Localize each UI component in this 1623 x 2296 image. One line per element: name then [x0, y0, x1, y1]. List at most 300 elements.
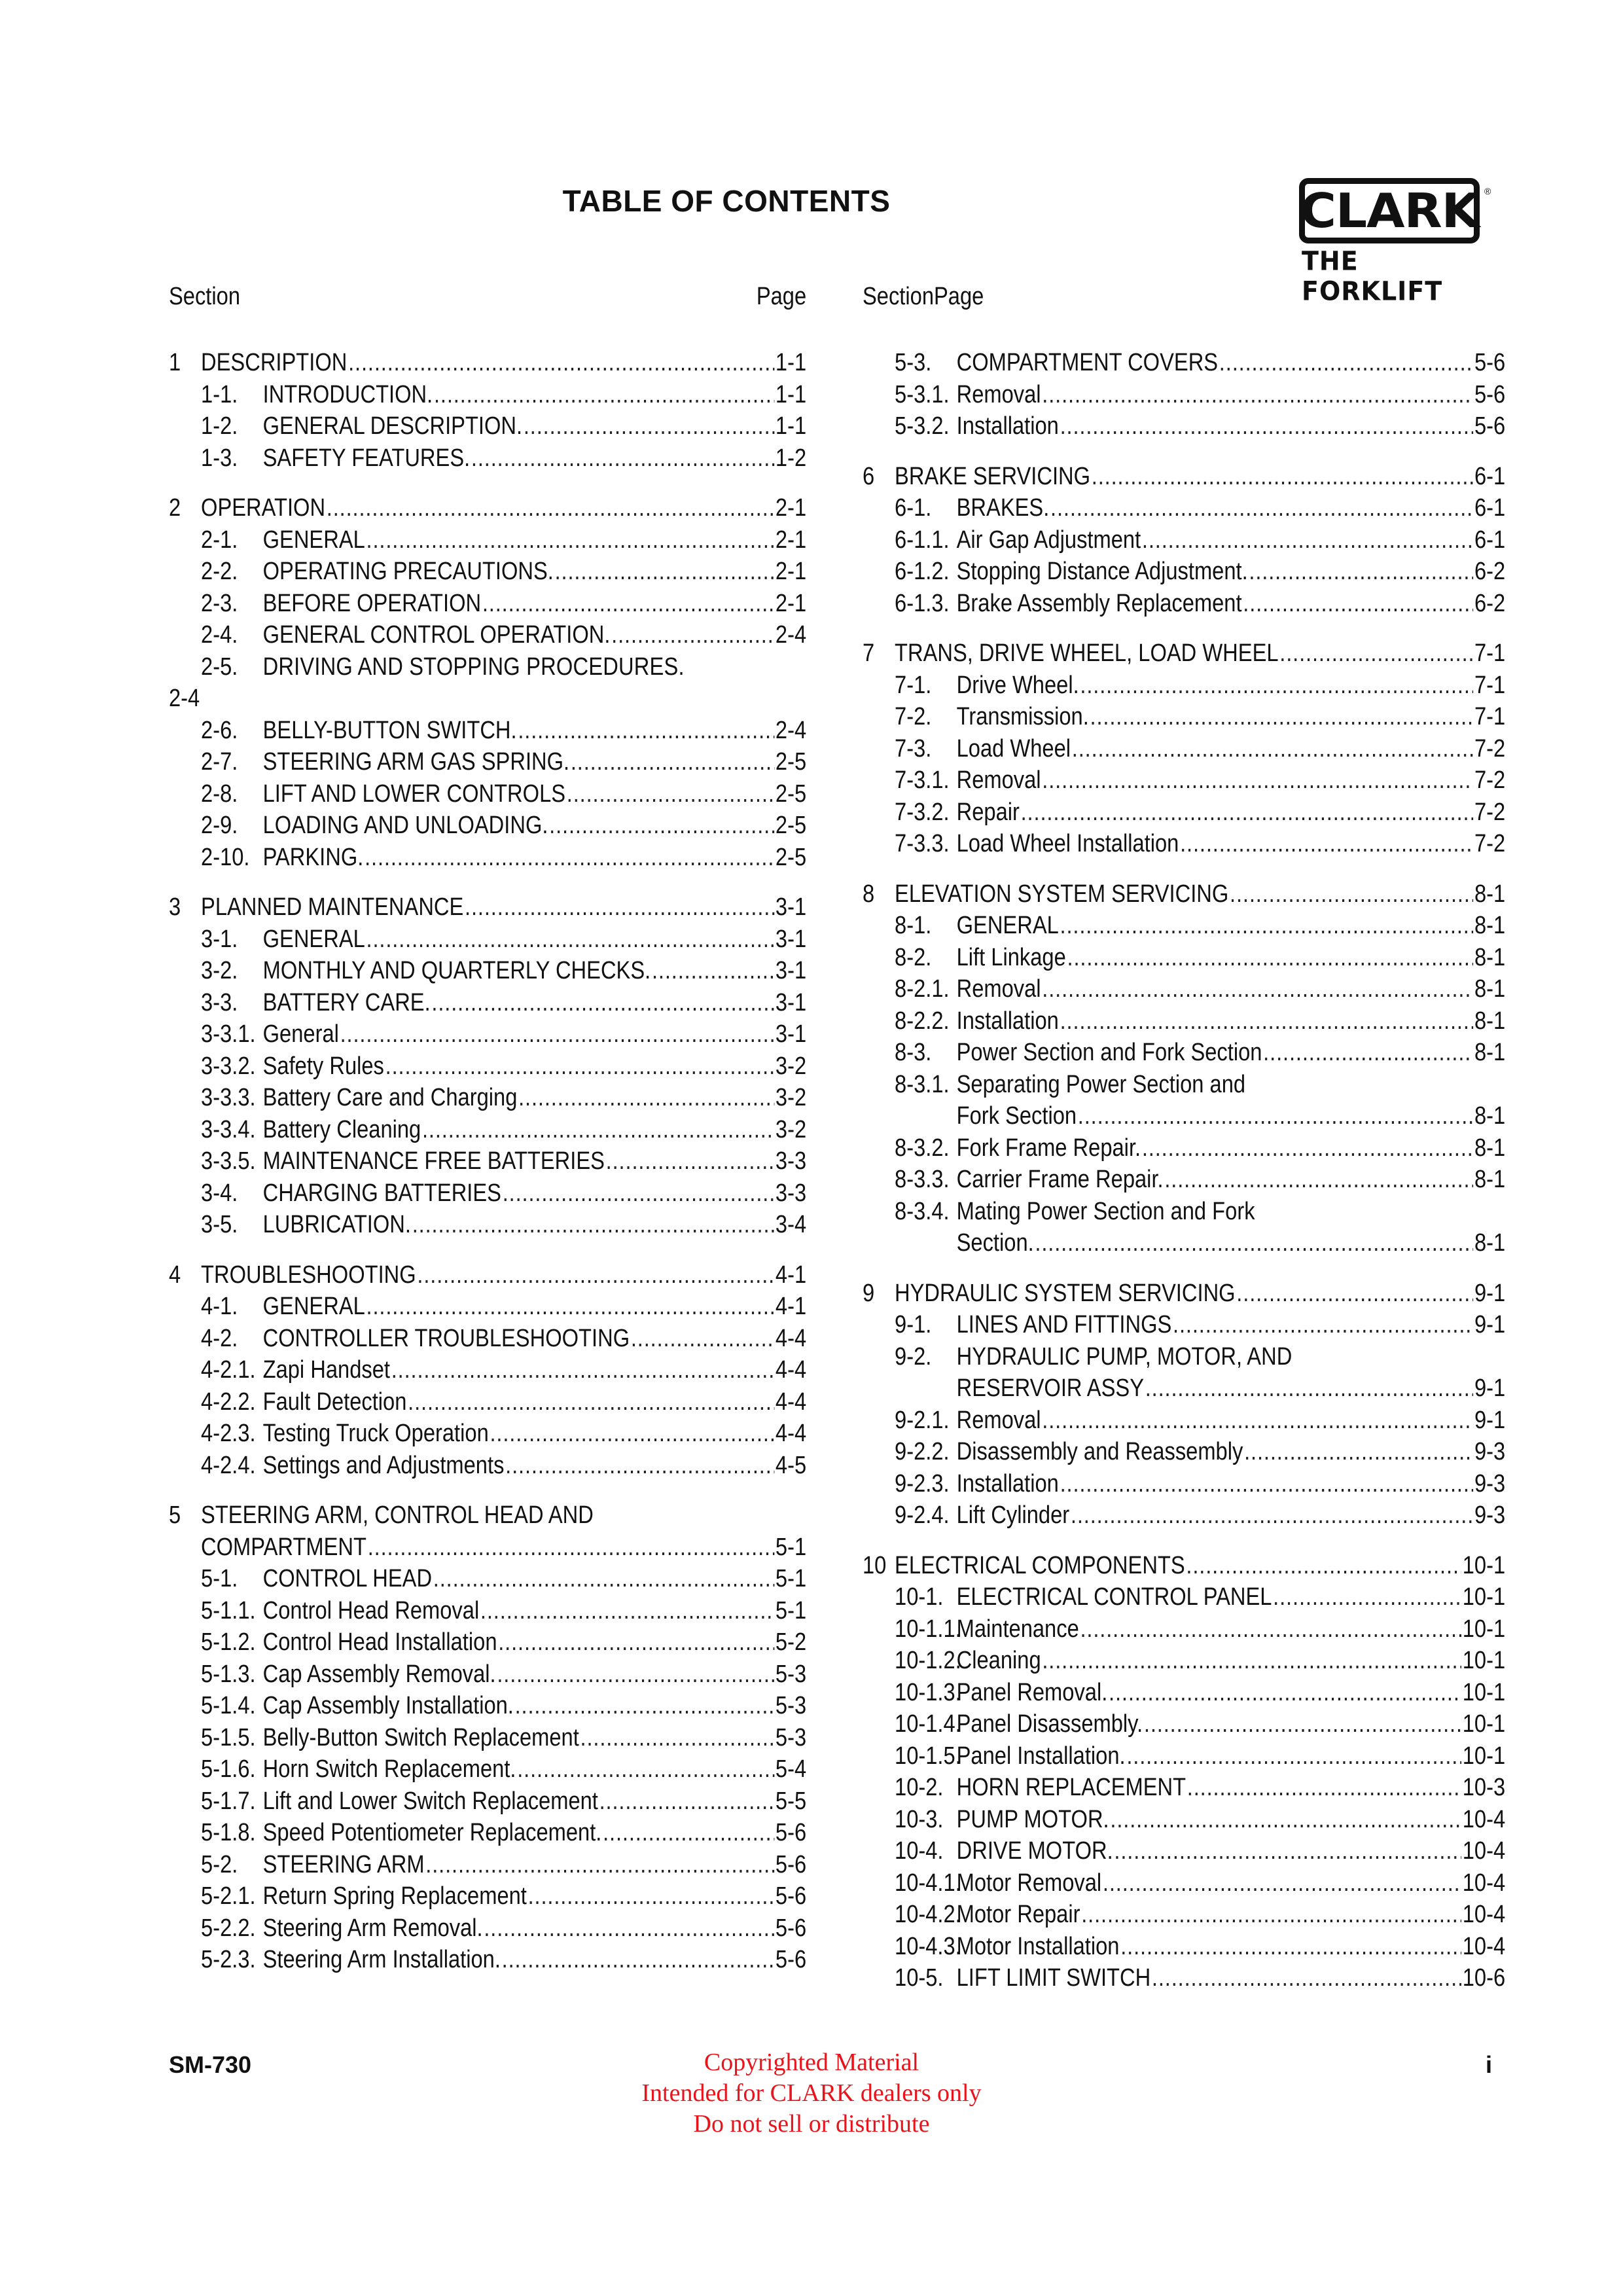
- toc-entry[interactable]: [863, 588, 1505, 620]
- toc-entry[interactable]: [169, 347, 806, 379]
- entry-number: 8-3.: [895, 1039, 932, 1066]
- dot-leader: [1263, 1037, 1473, 1069]
- entry-page: 5-6: [775, 1819, 807, 1846]
- entry-number: 8-2.: [895, 943, 932, 971]
- toc-entry[interactable]: [169, 955, 806, 987]
- entry-number: 9-2.3.: [895, 1469, 950, 1498]
- entry-page: 7-1: [1474, 671, 1506, 699]
- toc-entry[interactable]: [169, 1114, 806, 1146]
- dot-leader: [1042, 764, 1473, 797]
- entry-number: 1: [169, 349, 181, 376]
- entry-page: 3-1: [775, 988, 807, 1016]
- dot-leader: [1173, 1309, 1473, 1341]
- toc-entry[interactable]: [863, 942, 1505, 974]
- toc-list: [169, 347, 806, 1976]
- entry-number: 1-1.: [201, 380, 238, 408]
- entry-number: 9-2.: [895, 1342, 932, 1371]
- entry-page: 1-2: [775, 444, 807, 472]
- toc-entry[interactable]: [169, 1050, 806, 1083]
- entry-number: 4: [169, 1261, 181, 1289]
- entry-number: 1-2.: [201, 412, 238, 440]
- entry-title: BRAKE SERVICING: [895, 462, 1091, 490]
- toc-entry[interactable]: [863, 524, 1505, 556]
- toc-entry[interactable]: [169, 379, 806, 411]
- entry-page: 5-6: [1474, 349, 1506, 376]
- toc-section-group: [863, 347, 1505, 442]
- entry-title: HYDRAULIC PUMP, MOTOR, AND: [956, 1342, 1293, 1371]
- entry-number: 4-2.2.: [201, 1388, 256, 1416]
- toc-entry[interactable]: [863, 1772, 1505, 1804]
- entry-number: 10-3.: [895, 1805, 944, 1833]
- entry-page: 3-1: [775, 893, 807, 921]
- entry-page: 10-1: [1462, 1615, 1506, 1643]
- toc-entry[interactable]: [169, 1626, 806, 1659]
- toc-entry[interactable]: [863, 1708, 1505, 1740]
- entry-page: 5-6: [775, 1946, 807, 1973]
- toc-entry[interactable]: [863, 878, 1505, 910]
- entry-number: 8-3.1.: [895, 1070, 950, 1098]
- entry-page: 2-5: [775, 748, 807, 776]
- dot-leader: [603, 1817, 774, 1849]
- entry-number: 5-2.3.: [201, 1946, 256, 1973]
- entry-title: Lift and Lower Switch Replacement: [262, 1787, 598, 1815]
- entry-title: Fork Frame Repair.: [956, 1134, 1141, 1162]
- dot-leader: [425, 1849, 774, 1881]
- toc-entry[interactable]: [169, 1595, 806, 1627]
- toc-entry[interactable]: [863, 1278, 1505, 1310]
- entry-page: 3-2: [775, 1115, 807, 1143]
- entry-title: Removal: [956, 766, 1041, 794]
- toc-entry-continuation[interactable]: [863, 1100, 1505, 1132]
- entry-title: Belly-Button Switch Replacement: [262, 1723, 579, 1751]
- toc-entry[interactable]: [863, 492, 1505, 524]
- dot-leader: [518, 1082, 774, 1114]
- entry-number: 2-5.: [201, 653, 238, 681]
- entry-page: 10-3: [1462, 1774, 1506, 1801]
- document-id: SM-730: [169, 2051, 252, 2078]
- entry-number: 6-1.3.: [895, 589, 950, 617]
- entry-title-continued: Section.: [956, 1229, 1034, 1257]
- entry-number: 10-1.4.: [895, 1710, 961, 1738]
- entry-number: 3: [169, 893, 181, 921]
- entry-title: STEERING ARM: [262, 1850, 425, 1878]
- toc-section-group: [863, 1550, 1505, 1994]
- entry-number: 8-2.2.: [895, 1007, 950, 1035]
- entry-page: 7-2: [1474, 766, 1506, 794]
- entry-page: 4-1: [775, 1293, 807, 1320]
- entry-page: 10-4: [1462, 1932, 1506, 1960]
- toc-entry[interactable]: [863, 1931, 1505, 1963]
- dot-leader: [1109, 1677, 1461, 1709]
- entry-number: 3-3.1.: [201, 1020, 256, 1048]
- entry-page: 10-1: [1462, 1551, 1506, 1579]
- entry-page: 5-1: [775, 1596, 807, 1624]
- entry-page: 5-3: [775, 1723, 807, 1751]
- toc-entry[interactable]: [863, 701, 1505, 733]
- entry-title: BELLY-BUTTON SWITCH.: [262, 716, 517, 744]
- toc-entry[interactable]: [169, 651, 806, 683]
- dot-leader: [517, 1753, 774, 1785]
- toc-entry[interactable]: [863, 1740, 1505, 1772]
- entry-title: Separating Power Section and: [956, 1070, 1246, 1098]
- toc-entry[interactable]: [863, 1835, 1505, 1867]
- entry-number: 5-3.2.: [895, 412, 950, 440]
- toc-entry[interactable]: [863, 1132, 1505, 1164]
- toc-entry[interactable]: [863, 461, 1505, 493]
- entry-page: 3-4: [775, 1211, 807, 1238]
- toc-right-column: [863, 283, 1505, 2013]
- dot-leader: [484, 1912, 774, 1945]
- dot-leader: [1090, 701, 1474, 733]
- toc-entry[interactable]: [169, 715, 806, 747]
- toc-entry[interactable]: [169, 987, 806, 1019]
- toc-entry[interactable]: [863, 1645, 1505, 1677]
- dot-leader: [502, 1944, 775, 1976]
- entry-title: BEFORE OPERATION: [262, 589, 482, 617]
- toc-entry[interactable]: [169, 1849, 806, 1881]
- entry-page: 8-1: [1474, 912, 1506, 939]
- entry-number: 3-5.: [201, 1211, 238, 1238]
- toc-entry[interactable]: [863, 1309, 1505, 1341]
- entry-page: 4-4: [775, 1356, 807, 1384]
- entry-number: 3-3.3.: [201, 1084, 256, 1111]
- entry-title: Panel Installation.: [956, 1742, 1126, 1770]
- entry-number: 2: [169, 494, 181, 522]
- entry-title: GENERAL: [262, 925, 365, 953]
- entry-number: 4-2.1.: [201, 1356, 256, 1384]
- toc-entry[interactable]: [863, 347, 1505, 379]
- dot-leader: [480, 1595, 774, 1627]
- entry-title: Control Head Installation: [262, 1628, 497, 1656]
- entry-page: 6-1: [1474, 526, 1506, 554]
- toc-entry[interactable]: [169, 1659, 806, 1691]
- entry-page: 4-1: [775, 1261, 807, 1289]
- entry-page: 2-4: [775, 716, 807, 744]
- entry-title: GENERAL: [262, 1293, 365, 1320]
- entry-number: 10: [863, 1551, 887, 1579]
- entry-title: LOADING AND UNLOADING.: [262, 812, 548, 839]
- dot-leader: [1072, 733, 1473, 765]
- entry-number: 5-1.: [201, 1565, 238, 1592]
- entry-number: 2-1.: [201, 526, 238, 554]
- dot-leader: [580, 1722, 775, 1754]
- toc-entry[interactable]: [169, 778, 806, 810]
- toc-entry[interactable]: [863, 637, 1505, 670]
- toc-entry[interactable]: [863, 764, 1505, 797]
- toc-entry[interactable]: [169, 1418, 806, 1450]
- entry-number: 9-2.2.: [895, 1438, 950, 1465]
- toc-entry[interactable]: [863, 797, 1505, 829]
- toc-entry[interactable]: [169, 1912, 806, 1945]
- entry-number: 5-3.1.: [895, 380, 950, 408]
- toc-entry[interactable]: [863, 1436, 1505, 1468]
- entry-title: CONTROLLER TROUBLESHOOTING: [262, 1324, 630, 1352]
- entry-number: 10-1.2.: [895, 1647, 961, 1674]
- entry-number: 10-1.: [895, 1583, 944, 1611]
- toc-entry[interactable]: [169, 891, 806, 924]
- entry-number: 6-1.1.: [895, 526, 950, 554]
- toc-entry[interactable]: [169, 1722, 806, 1754]
- toc-entry[interactable]: [863, 1867, 1505, 1899]
- toc-entry[interactable]: [169, 842, 806, 874]
- toc-entry[interactable]: [169, 1499, 806, 1532]
- entry-page: 3-3: [775, 1147, 807, 1175]
- toc-entry[interactable]: [863, 1196, 1505, 1228]
- entry-page: 1-1: [775, 380, 807, 408]
- toc-entry[interactable]: [169, 1753, 806, 1785]
- entry-page: 2-4: [169, 685, 200, 712]
- entry-number: 4-2.4.: [201, 1451, 256, 1479]
- entry-title: Fault Detection: [262, 1388, 407, 1416]
- entry-title: Maintenance: [956, 1615, 1079, 1643]
- entry-title: LIFT LIMIT SWITCH: [956, 1964, 1151, 1992]
- section-page-heading: SectionPage: [863, 283, 984, 310]
- toc-section-group: [863, 1278, 1505, 1532]
- entry-number: 8-3.3.: [895, 1166, 950, 1193]
- toc-entry[interactable]: [169, 1386, 806, 1418]
- toc-entry[interactable]: [863, 1550, 1505, 1582]
- dot-leader: [1180, 828, 1473, 860]
- toc-entry[interactable]: [863, 1468, 1505, 1500]
- entry-page: 5-3: [775, 1660, 807, 1688]
- toc-entry[interactable]: [863, 670, 1505, 702]
- toc-entry[interactable]: [863, 828, 1505, 860]
- toc-entry[interactable]: [863, 733, 1505, 765]
- toc-entry[interactable]: [863, 1164, 1505, 1196]
- dot-leader: [1273, 1581, 1461, 1613]
- entry-title: Zapi Handset: [262, 1356, 390, 1384]
- toc-entry[interactable]: [863, 1341, 1505, 1373]
- entry-number: 2-8.: [201, 780, 238, 808]
- entry-title: Installation: [956, 1469, 1059, 1498]
- entry-title: Cap Assembly Installation.: [262, 1692, 514, 1719]
- toc-entry[interactable]: [169, 746, 806, 778]
- toc-entry[interactable]: [169, 1018, 806, 1050]
- entry-number: 5-1.2.: [201, 1628, 256, 1656]
- entry-number: 5-1.6.: [201, 1755, 256, 1783]
- dot-leader: [433, 1563, 774, 1595]
- toc-entry[interactable]: [169, 1209, 806, 1241]
- entry-page: 5-3: [775, 1692, 807, 1719]
- entry-number: 5-1.3.: [201, 1660, 256, 1688]
- toc-entry[interactable]: [863, 379, 1505, 411]
- entry-title: Motor Removal: [956, 1869, 1102, 1897]
- toc-entry[interactable]: [169, 410, 806, 442]
- entry-page: 3-1: [775, 925, 807, 953]
- toc-entry[interactable]: [169, 1785, 806, 1818]
- entry-number: 4-1.: [201, 1293, 238, 1320]
- entry-title: ELECTRICAL COMPONENTS: [895, 1551, 1185, 1579]
- entry-number: 2-7.: [201, 748, 238, 776]
- entry-number: 3-4.: [201, 1179, 238, 1207]
- dot-leader: [1219, 347, 1473, 379]
- dot-leader: [518, 715, 774, 747]
- entry-title: Motor Installation: [956, 1932, 1120, 1960]
- toc-entry[interactable]: [169, 556, 806, 588]
- copyright-line: Copyrighted Material: [704, 2049, 919, 2076]
- dot-leader: [1142, 524, 1473, 556]
- entry-page: 2-5: [775, 780, 807, 808]
- entry-number: 6-1.2.: [895, 558, 950, 585]
- dot-leader: [431, 987, 774, 1019]
- entry-title: Transmission.: [956, 703, 1089, 730]
- entry-title: DESCRIPTION: [201, 349, 348, 376]
- dot-leader: [385, 1050, 775, 1083]
- entry-page: 6-1: [1474, 462, 1506, 490]
- entry-number: 4-2.3.: [201, 1420, 256, 1447]
- entry-title: GENERAL DESCRIPTION.: [262, 412, 523, 440]
- toc-entry[interactable]: [863, 1005, 1505, 1037]
- toc-left-column: [169, 283, 806, 1994]
- toc-entry[interactable]: [169, 1145, 806, 1177]
- toc-entry[interactable]: [863, 1499, 1505, 1532]
- entry-number: 10-4.3.: [895, 1932, 961, 1960]
- entry-page: 7-2: [1474, 830, 1506, 857]
- entry-page: 3-3: [775, 1179, 807, 1207]
- entry-page: 4-4: [775, 1388, 807, 1416]
- entry-title: DRIVING AND STOPPING PROCEDURES.: [262, 653, 685, 681]
- dot-leader: [465, 891, 774, 924]
- toc-entry[interactable]: [169, 1082, 806, 1114]
- toc-entry[interactable]: [169, 1944, 806, 1976]
- dot-leader: [1236, 1278, 1473, 1310]
- entry-title: Removal: [956, 975, 1041, 1003]
- entry-number: 3-3.2.: [201, 1052, 256, 1080]
- entry-number: 5-1.4.: [201, 1692, 256, 1719]
- entry-number: 10-4.1.: [895, 1869, 961, 1897]
- dot-leader: [1021, 797, 1474, 829]
- entry-page: 5-2: [775, 1628, 807, 1656]
- toc-entry-continuation[interactable]: [169, 1532, 806, 1564]
- toc-entry[interactable]: [169, 1450, 806, 1482]
- toc-entry[interactable]: [863, 1677, 1505, 1709]
- toc-entry-continuation[interactable]: [863, 1227, 1505, 1259]
- entry-page: 9-1: [1474, 1279, 1506, 1307]
- entry-title: BATTERY CARE.: [262, 988, 431, 1016]
- entry-title: PUMP MOTOR.: [956, 1805, 1109, 1833]
- dot-leader: [652, 955, 774, 987]
- entry-title: LINES AND FITTINGS: [956, 1311, 1172, 1338]
- entry-title: DRIVE MOTOR.: [956, 1837, 1113, 1865]
- toc-entry[interactable]: [169, 492, 806, 524]
- toc-entry[interactable]: [863, 910, 1505, 942]
- entry-title: STEERING ARM GAS SPRING.: [262, 748, 570, 776]
- dot-leader: [1060, 410, 1474, 442]
- entry-page: 2-1: [775, 589, 807, 617]
- entry-title: Lift Cylinder: [956, 1501, 1070, 1529]
- toc-entry[interactable]: [169, 1880, 806, 1912]
- toc-entry[interactable]: [863, 410, 1505, 442]
- entry-title: GENERAL CONTROL OPERATION.: [262, 621, 611, 649]
- toc-entry[interactable]: [169, 619, 806, 651]
- dot-leader: [1120, 1931, 1461, 1963]
- toc-entry[interactable]: [863, 1804, 1505, 1836]
- entry-title-continued: Fork Section: [956, 1102, 1077, 1130]
- entry-page: 5-1: [775, 1565, 807, 1592]
- toc-entry-continuation[interactable]: [863, 1372, 1505, 1405]
- entry-number: 10-1.1.: [895, 1615, 961, 1643]
- entry-page: 10-6: [1462, 1964, 1506, 1992]
- toc-entry[interactable]: [863, 1405, 1505, 1437]
- entry-number: 6: [863, 462, 875, 490]
- toc-entry[interactable]: [863, 1037, 1505, 1069]
- entry-page: 6-2: [1474, 589, 1506, 617]
- entry-title: Carrier Frame Repair.: [956, 1166, 1164, 1193]
- trademark-icon: ®: [1484, 186, 1491, 196]
- toc-entry[interactable]: [169, 588, 806, 620]
- dot-leader: [408, 1386, 774, 1418]
- toc-entry[interactable]: [169, 1817, 806, 1849]
- entry-number: 8-3.2.: [895, 1134, 950, 1162]
- entry-page: 9-1: [1474, 1311, 1506, 1338]
- entry-page: 10-4: [1462, 1837, 1506, 1865]
- toc-section-group: [169, 1259, 806, 1482]
- toc-entry[interactable]: [169, 1177, 806, 1210]
- entry-title: Steering Arm Installation.: [262, 1946, 501, 1973]
- entry-title: OPERATION: [201, 494, 326, 522]
- entry-page: 7-2: [1474, 734, 1506, 762]
- entry-title: Lift Linkage: [956, 943, 1066, 971]
- toc-entry-page-wrap[interactable]: [169, 683, 806, 715]
- entry-page: 10-4: [1462, 1901, 1506, 1928]
- dot-leader: [571, 746, 774, 778]
- toc-entry[interactable]: [169, 1291, 806, 1323]
- entry-title: TRANS, DRIVE WHEEL, LOAD WHEEL: [895, 639, 1279, 667]
- toc-entry[interactable]: [863, 1581, 1505, 1613]
- toc-entry[interactable]: [863, 1613, 1505, 1645]
- entry-page: 5-5: [775, 1787, 807, 1815]
- entry-number: 8-2.1.: [895, 975, 950, 1003]
- dot-leader: [1060, 1005, 1474, 1037]
- entry-page: 7-1: [1474, 703, 1506, 730]
- entry-title: Steering Arm Removal.: [262, 1914, 483, 1942]
- entry-page: 8-1: [1474, 975, 1506, 1003]
- toc-entry[interactable]: [169, 1323, 806, 1355]
- toc-entry[interactable]: [863, 1962, 1505, 1994]
- toc-entry[interactable]: [169, 810, 806, 842]
- toc-entry[interactable]: [169, 1690, 806, 1722]
- entry-number: 5-3.: [895, 349, 932, 376]
- dot-leader: [1080, 670, 1473, 702]
- toc-entry[interactable]: [169, 1354, 806, 1386]
- dot-leader: [1042, 1405, 1473, 1437]
- toc-entry[interactable]: [169, 524, 806, 556]
- toc-entry[interactable]: [169, 924, 806, 956]
- toc-entry[interactable]: [863, 556, 1505, 588]
- entry-page: 3-1: [775, 957, 807, 984]
- entry-title: Return Spring Replacement: [262, 1882, 527, 1910]
- entry-title: MONTHLY AND QUARTERLY CHECKS.: [262, 957, 651, 984]
- entry-number: 2-10.: [201, 843, 250, 871]
- entry-title: Load Wheel: [956, 734, 1071, 762]
- toc-entry[interactable]: [863, 1899, 1505, 1931]
- toc-entry[interactable]: [863, 973, 1505, 1005]
- entry-number: 3-3.5.: [201, 1147, 256, 1175]
- dot-leader: [412, 1209, 775, 1241]
- entry-title: INTRODUCTION.: [262, 380, 433, 408]
- page-title: TABLE OF CONTENTS: [562, 184, 891, 218]
- toc-entry[interactable]: [169, 1259, 806, 1291]
- column-header: [863, 283, 1505, 314]
- entry-number: 3-2.: [201, 957, 238, 984]
- entry-page: 10-1: [1462, 1710, 1506, 1738]
- entry-number: 10-4.: [895, 1837, 944, 1865]
- dot-leader: [1244, 1436, 1473, 1468]
- toc-entry[interactable]: [863, 1069, 1505, 1101]
- toc-entry[interactable]: [169, 1563, 806, 1595]
- toc-entry[interactable]: [169, 442, 806, 475]
- entry-page: 2-5: [775, 843, 807, 871]
